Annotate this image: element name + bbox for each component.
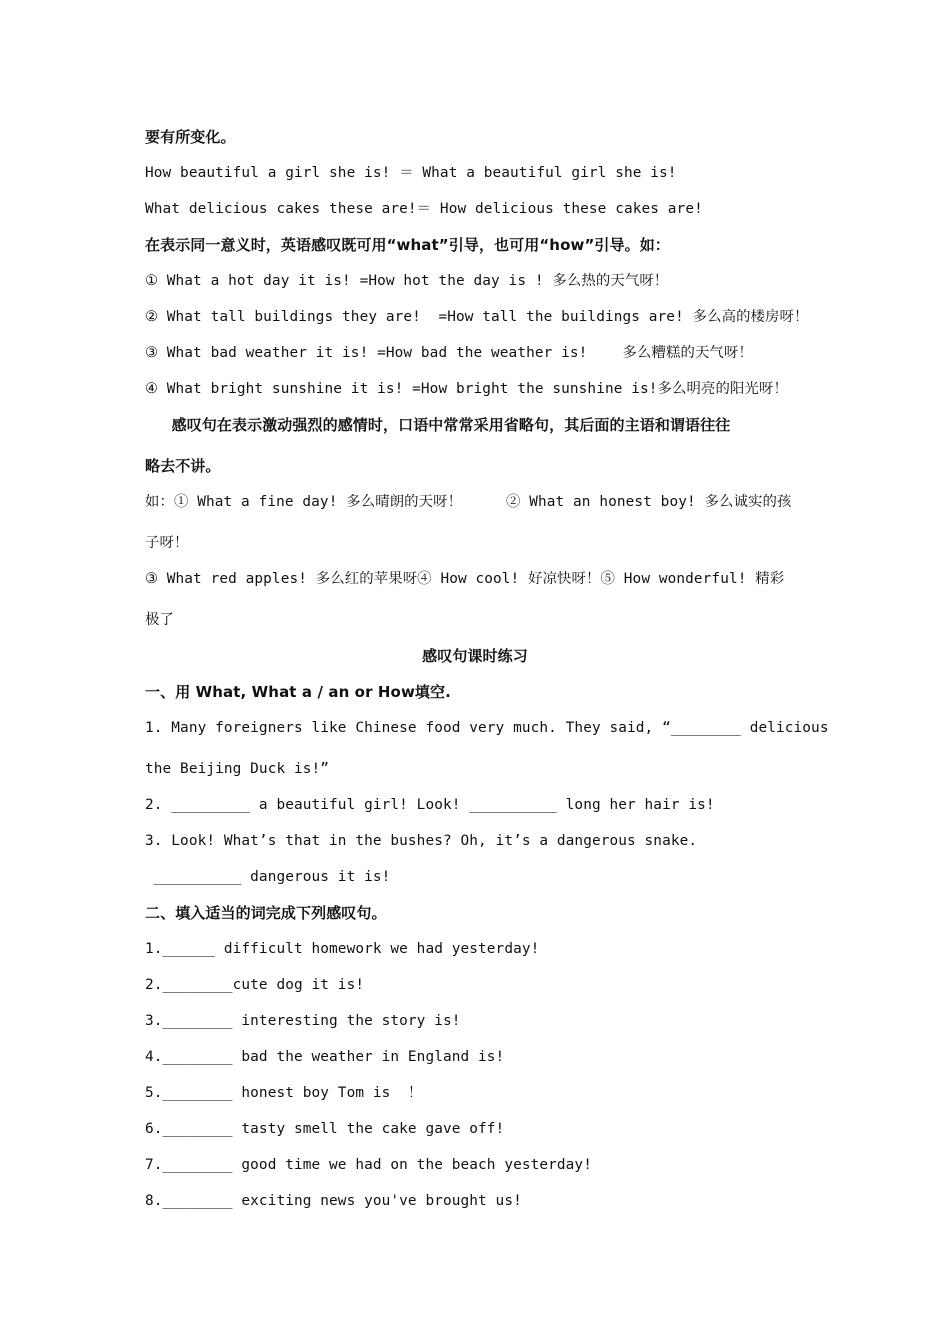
rule-paragraph: 感叹句在表示激动强烈的感情时，口语中常常采用省略句，其后面的主语和谓语往往 [145,416,731,434]
example-line: ③ What bad weather it is! =How bad the weather is! 多么糟糕的天气呀！ [145,345,753,361]
example-line: ③ What red apples! 多么红的苹果呀④ How cool! 好凉快呀！⑤ How wonderful! 精彩 [145,571,785,587]
exercise-item: 2. _________ a beautiful girl! Look! __________ long her hair is! [145,797,715,813]
example-line: What delicious cakes these are!＝ How delicious these cakes are! [145,201,703,217]
exercise-item: 3.________ interesting the story is! [145,1013,461,1029]
exercise-item: 2.________cute dog it is! [145,977,365,993]
exercise-item: 1.______ difficult homework we had yesterday! [145,941,540,957]
exercise-item: 8.________ exciting news you've brought us! [145,1193,522,1209]
intro-fragment: 要有所变化。 [145,128,236,146]
exercise-heading-1: 一、用 What, What a / an or How填空. [145,683,451,701]
exercise-item: 5.________ honest boy Tom is ！ [145,1085,423,1101]
example-line-cont: 极了 [145,612,174,628]
exercise-heading-2: 二、填入适当的词完成下列感叹句。 [145,904,387,922]
example-line-cont: 子呀！ [145,535,189,551]
exercise-item: 7.________ good time we had on the beach yesterday! [145,1157,592,1173]
exercise-item: 3. Look! What’s that in the bushes? Oh, it’s a dangerous snake. [145,833,698,849]
rule-heading: 在表示同一意义时，英语感叹既可用“what”引导，也可用“how”引导。如： [145,236,670,254]
exercise-item-cont: the Beijing Duck is!” [145,761,330,777]
example-line: ④ What bright sunshine it is! =How bright the sunshine is!多么明亮的阳光呀！ [145,381,788,397]
rule-paragraph-cont: 略去不讲。 [145,457,221,475]
example-line: ② What tall buildings they are! =How tall the buildings are! 多么高的楼房呀！ [145,309,809,325]
exercise-item: 4.________ bad the weather in England is! [145,1049,505,1065]
exercise-item: 6.________ tasty smell the cake gave off! [145,1121,505,1137]
exercise-item: 1. Many foreigners like Chinese food very much. They said, “________ delicious [145,720,829,736]
exercise-item-cont: __________ dangerous it is! [145,869,391,885]
section-title: 感叹句课时练习 [422,647,528,665]
example-line: 如：① What a fine day! 多么晴朗的天呀！ ② What an honest boy! 多么诚实的孩 [145,494,792,510]
example-line: How beautiful a girl she is! ＝ What a beautiful girl she is! [145,165,677,181]
example-line: ① What a hot day it is! =How hot the day is ! 多么热的天气呀！ [145,273,669,289]
